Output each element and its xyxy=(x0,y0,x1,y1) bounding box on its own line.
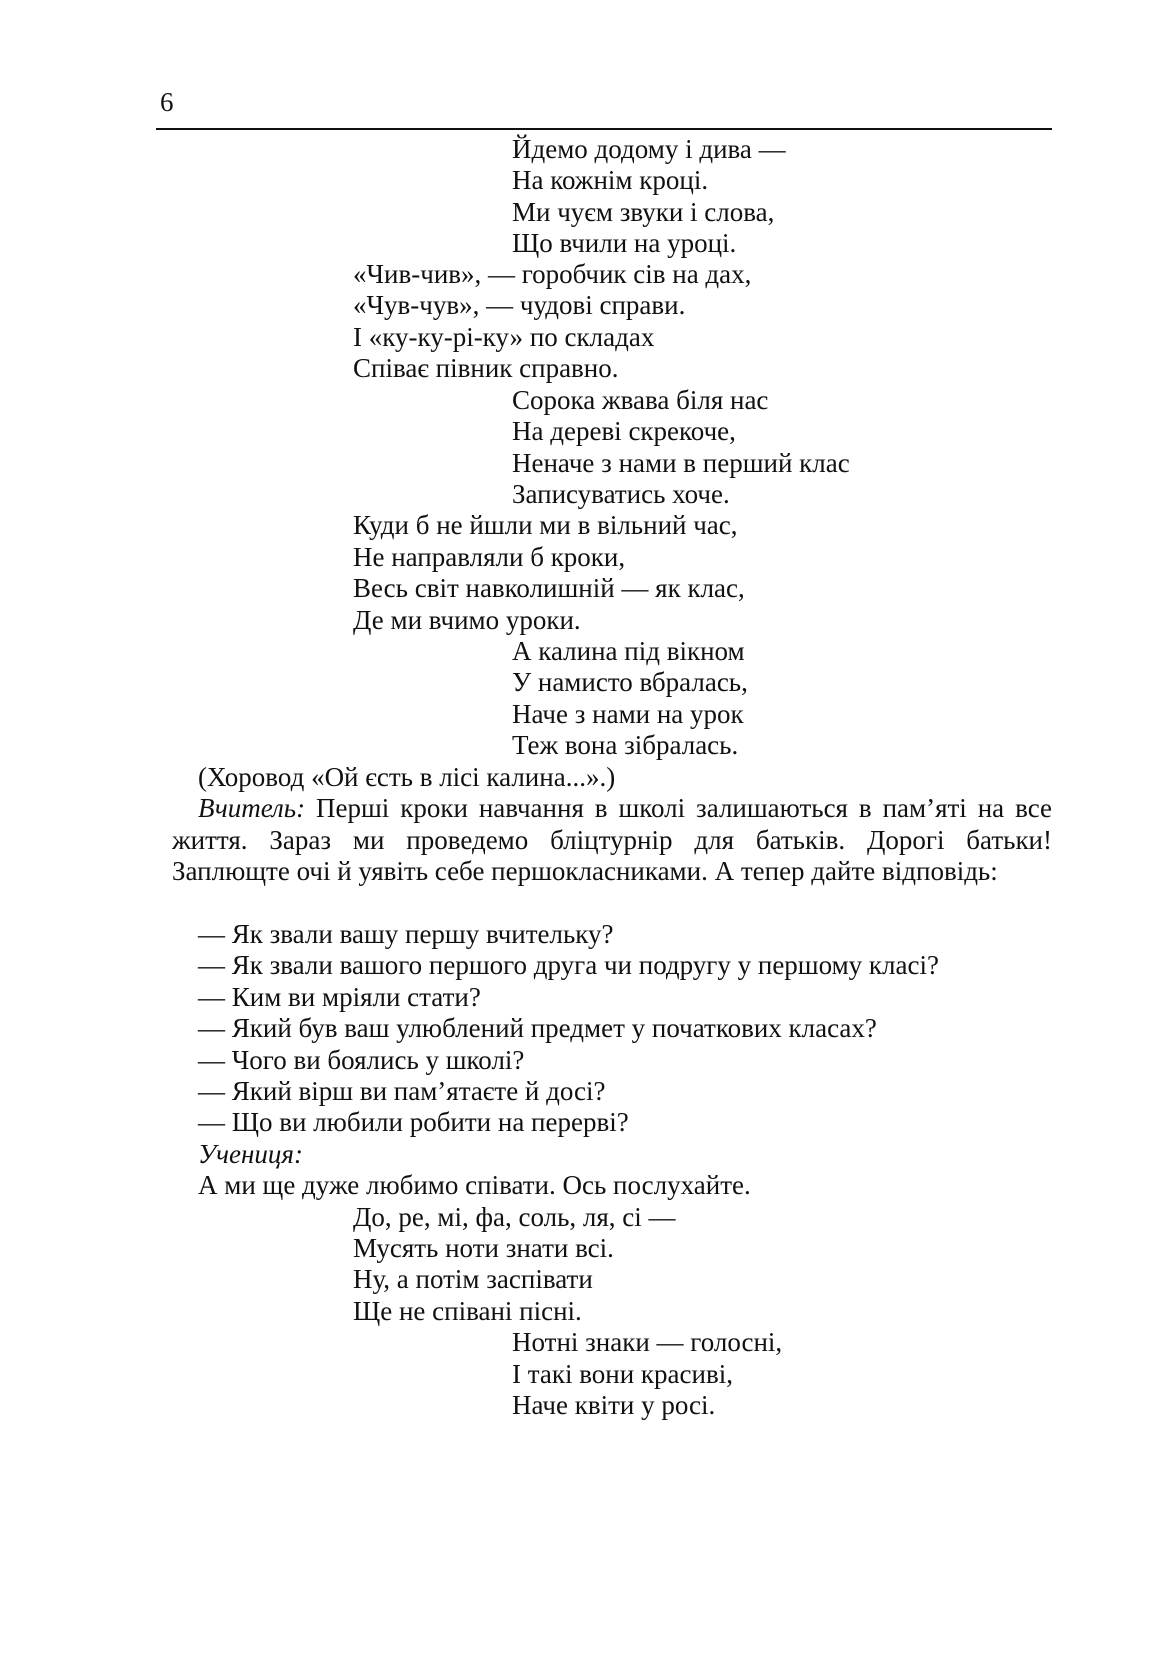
verse-line: На кожнім кроці. xyxy=(512,165,709,195)
speaker-label: Учениця: xyxy=(198,1139,303,1169)
verse-line: Сорока жвава біля нас xyxy=(512,385,769,415)
verse-line: Записуватись хоче. xyxy=(512,479,730,509)
verse-line: Теж вона зібралась. xyxy=(512,730,739,760)
question-line: — Що ви любили робити на перерві? xyxy=(198,1107,629,1137)
verse-line: Йдемо додому і дива — xyxy=(512,134,786,164)
verse-line: Куди б не йшли ми в вільний час, xyxy=(353,510,738,540)
stage-direction: (Хоровод «Ой єсть в лісі калина...».) xyxy=(198,762,616,792)
question-line: — Який був ваш улюблений предмет у початкових класах? xyxy=(198,1013,877,1043)
verse-line: Не направляли б кроки, xyxy=(353,542,626,572)
verse-line: Нотні знаки — голосні, xyxy=(512,1327,783,1357)
verse-line: Ще не співані пісні. xyxy=(353,1296,582,1326)
page-number: 6 xyxy=(160,87,174,117)
verse-line: Де ми вчимо уроки. xyxy=(353,605,581,635)
question-line: — Чого ви боялись у школі? xyxy=(198,1045,525,1075)
verse-line: Весь світ навколишній — як клас, xyxy=(353,573,745,603)
verse-line: Що вчили на уроці. xyxy=(512,228,737,258)
verse-line: Наче з нами на урок xyxy=(512,699,744,729)
verse-line: І такі вони красиві, xyxy=(512,1359,733,1389)
verse-line: Ми чуєм звуки і слова, xyxy=(512,197,775,227)
verse-line: До, ре, мі, фа, соль, ля, сі — xyxy=(353,1202,676,1232)
teacher-paragraph xyxy=(172,793,1052,888)
verse-line: Неначе з нами в перший клас xyxy=(512,448,850,478)
verse-line: «Чув-чув», — чудові справи. xyxy=(353,290,686,320)
question-line: — Як звали вашу першу вчительку? xyxy=(198,919,614,949)
verse-line: Наче квіти у росі. xyxy=(512,1390,716,1420)
verse-line: Ну, а потім заспівати xyxy=(353,1264,593,1294)
verse-line: «Чив-чив», — горобчик сів на дах, xyxy=(353,259,752,289)
question-line: — Як звали вашого першого друга чи подругу у першому класі? xyxy=(198,950,939,980)
verse-line: На дереві скрекоче, xyxy=(512,416,736,446)
teacher-text: Перші кроки навчання в школі залишаються в пам’яті на все життя. Зараз ми проведемо бліцтурнір для батьків. Дорогі батьки! Заплющте очі й уявіть себе першокласниками. А тепер дайте відповідь: xyxy=(172,793,1052,886)
verse-line: Співає півник справно. xyxy=(353,353,619,383)
header-rule xyxy=(156,128,1052,130)
question-line: — Ким ви мріяли стати? xyxy=(198,982,481,1012)
verse-line: А калина під вікном xyxy=(512,636,745,666)
verse-line: Мусять ноти знати всі. xyxy=(353,1233,614,1263)
verse-line: І «ку-ку-рі-ку» по складах xyxy=(353,322,655,352)
student-line: А ми ще дуже любимо співати. Ось послухайте. xyxy=(198,1170,751,1200)
verse-line: У намисто вбралась, xyxy=(512,667,748,697)
question-line: — Який вірш ви пам’ятаєте й досі? xyxy=(198,1076,606,1106)
speaker-label: Вчитель: xyxy=(198,793,306,823)
